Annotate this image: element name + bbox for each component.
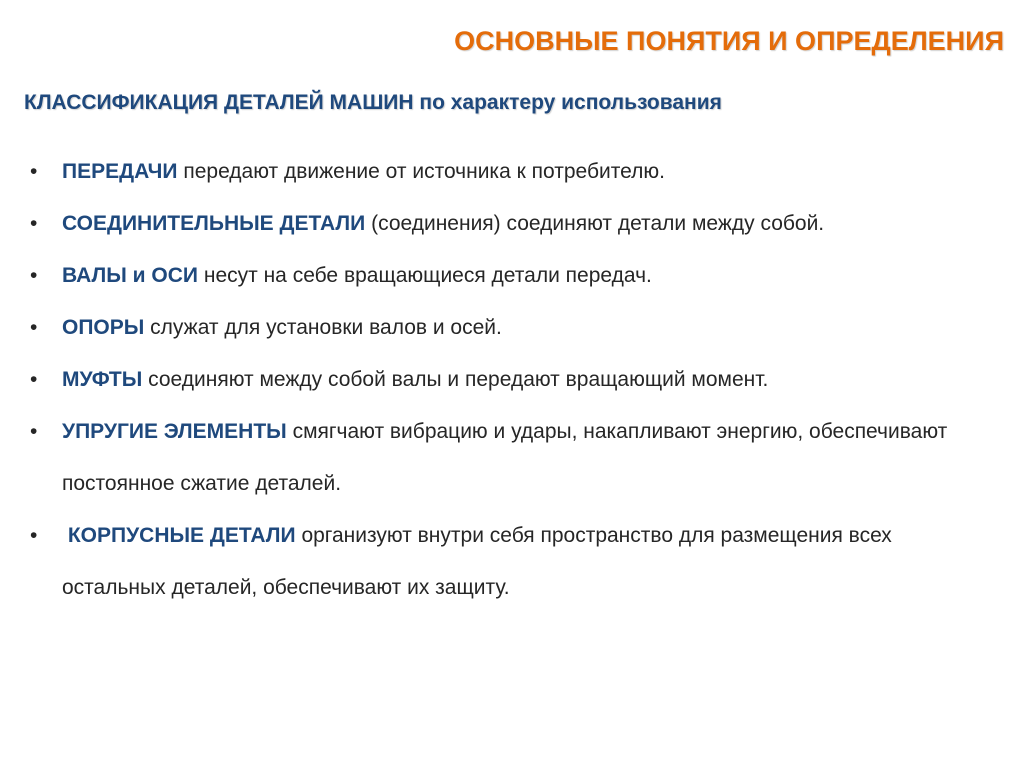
bullet-text: соединяют между собой валы и передают вращающий момент. (142, 368, 769, 391)
bullet-text: смягчают вибрацию и удары, накапливают энергию, обеспечивают постоянное сжатие деталей. (62, 420, 948, 495)
bullet-term: ВАЛЫ и ОСИ (62, 264, 199, 287)
bullet-term: ПЕРЕДАЧИ (62, 160, 178, 183)
bullet-icon: • (30, 420, 38, 443)
bullet-item-supports (0, 302, 1024, 354)
bullet-item-couplings (0, 354, 1024, 406)
bullet-item-shafts-axles (0, 250, 1024, 302)
bullet-icon: • (30, 368, 38, 391)
bullet-term: ОПОРЫ (62, 316, 145, 339)
bullet-term: УПРУГИЕ ЭЛЕМЕНТЫ (62, 420, 287, 443)
bullet-icon: • (30, 524, 38, 547)
bullet-item-housing-parts (0, 510, 1024, 614)
bullet-term: МУФТЫ (62, 368, 143, 391)
bullet-text: служат для установки валов и осей. (144, 316, 502, 339)
bullet-term: СОЕДИНИТЕЛЬНЫЕ ДЕТАЛИ (62, 212, 366, 235)
slide-subtitle: КЛАССИФИКАЦИЯ ДЕТАЛЕЙ МАШИН по характеру использования (24, 91, 722, 114)
bullet-item-elastic-elements (0, 406, 1024, 510)
bullet-icon: • (30, 212, 38, 235)
bullet-text: (соединения) соединяют детали между собой. (365, 212, 825, 235)
slide-title: ОСНОВНЫЕ ПОНЯТИЯ И ОПРЕДЕЛЕНИЯ (454, 26, 1004, 56)
bullet-item-transmissions (0, 146, 1024, 198)
bullet-text: несут на себе вращающиеся детали передач. (198, 264, 652, 287)
bullet-icon: • (30, 160, 38, 183)
bullet-icon: • (30, 316, 38, 339)
bullet-icon: • (30, 264, 38, 287)
bullet-term: КОРПУСНЫЕ ДЕТАЛИ (62, 524, 296, 547)
bullet-text: организуют внутри себя пространство для размещения всех остальных деталей, обеспечивают их защиту. (62, 524, 892, 599)
bullet-item-connecting-parts (0, 198, 1024, 250)
bullet-text: передают движение от источника к потребителю. (177, 160, 665, 183)
bullet-list (0, 146, 1024, 614)
